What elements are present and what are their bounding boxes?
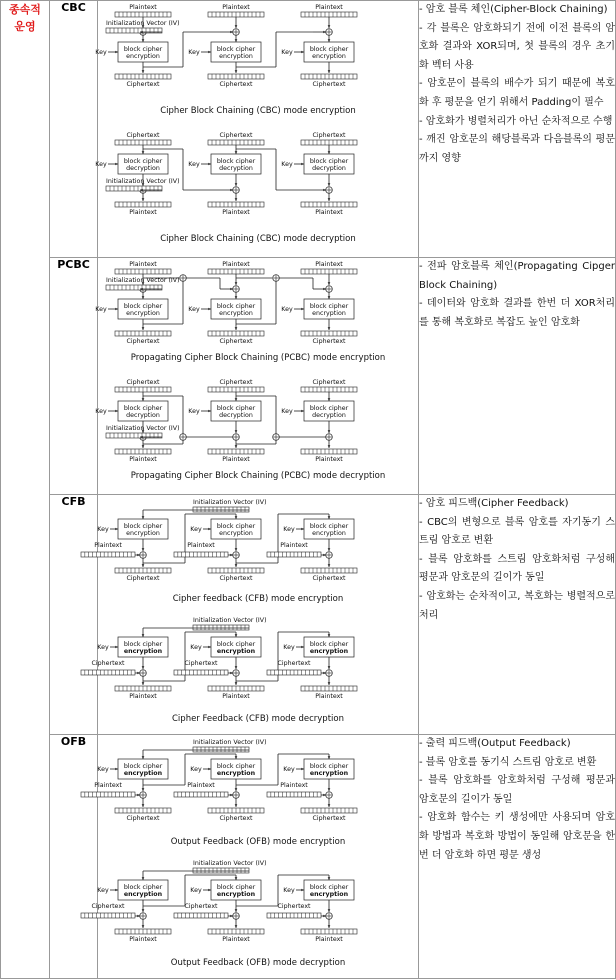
- diagram-caption: Output Feedback (OFB) mode encryption: [170, 837, 346, 847]
- desc-cfb: [419, 495, 616, 735]
- cipher-box-label-1: block cipher: [123, 523, 163, 530]
- cipher-box-label-1: block cipher: [309, 523, 349, 530]
- diagram-cfb: [91, 495, 419, 735]
- top-label: Ciphertext: [126, 132, 160, 139]
- arrow-head: [235, 909, 238, 912]
- key-label: Key: [188, 408, 200, 415]
- mode-cbc: [50, 1, 98, 258]
- arrow-head: [301, 51, 304, 54]
- arrow-head: [235, 183, 238, 186]
- key-label: Key: [97, 644, 109, 651]
- cipher-box-label-1: block cipher: [123, 763, 163, 770]
- arrow-head: [328, 909, 331, 912]
- row-cbc: [1, 1, 616, 258]
- top-label: Plaintext: [315, 261, 343, 268]
- desc-cbc: [419, 1, 616, 258]
- output-label: Plaintext: [129, 936, 157, 943]
- arrow-head: [235, 445, 238, 448]
- cipher-box-label-1: block cipher: [123, 303, 163, 310]
- bottom-label: Ciphertext: [312, 81, 346, 88]
- cipher-box-label-2: decryption: [126, 165, 160, 172]
- mode-label: CFB: [61, 495, 86, 508]
- diagram-caption: Propagating Cipher Block Chaining (PCBC) mode encryption: [130, 353, 386, 363]
- arrow-head: [235, 925, 238, 928]
- mode-label: OFB: [60, 735, 87, 748]
- cipher-box-label-1: block cipher: [309, 405, 349, 412]
- cipher-box-label-2: encryption: [312, 53, 346, 60]
- cipher-box-label-2: encryption: [123, 648, 163, 655]
- cipher-box-label-2: encryption: [216, 648, 256, 655]
- cipher-box-label-1: block cipher: [216, 46, 256, 53]
- input-label: Ciphertext: [184, 660, 218, 667]
- arrow-head: [208, 308, 211, 311]
- arrow-head: [328, 296, 331, 299]
- arrow-head: [328, 516, 331, 519]
- output-label: Ciphertext: [219, 815, 253, 822]
- cipher-box-label-2: decryption: [126, 412, 160, 419]
- mode-ofb: [50, 735, 98, 979]
- arrow-head: [142, 682, 145, 685]
- iv-label: Initialization Vector (IV): [193, 860, 267, 867]
- key-label: Key: [95, 306, 107, 313]
- key-label: Key: [188, 306, 200, 313]
- input-label: Plaintext: [187, 782, 215, 789]
- key-label: Key: [97, 526, 109, 533]
- desc-item: - 암호화가 병렬처리가 아닌 순차적으로 수행: [419, 115, 613, 127]
- arrow-head: [235, 282, 238, 285]
- arrow-head: [328, 327, 331, 330]
- arrow-head: [328, 39, 331, 42]
- iv-label: Initialization Vector (IV): [193, 499, 267, 506]
- bottom-label: Ciphertext: [126, 81, 160, 88]
- desc-item: - CBC의 변형으로 블록 암호를 자기동기 스트림 암호로 변환: [419, 516, 615, 547]
- cipher-box-label-2: encryption: [216, 770, 256, 777]
- arrow-head: [208, 646, 211, 649]
- diagram-caption: Cipher feedback (CFB) mode encryption: [172, 594, 344, 604]
- desc-item: - 출력 피드백(Output Feedback): [419, 738, 571, 749]
- arrow-head: [328, 70, 331, 73]
- category-label: 종속적 운영: [9, 3, 41, 33]
- top-label: Ciphertext: [312, 379, 346, 386]
- arrow-head: [301, 889, 304, 892]
- desc-item: - 암호 블록 체인(Cipher-Block Chaining): [419, 4, 608, 15]
- key-label: Key: [283, 526, 295, 533]
- cipher-box-label-1: block cipher: [216, 303, 256, 310]
- arrow-head: [301, 308, 304, 311]
- arrow-head: [235, 634, 238, 637]
- output-label: Plaintext: [129, 693, 157, 700]
- key-label: Key: [190, 887, 202, 894]
- bottom-label: Plaintext: [222, 456, 250, 463]
- key-label: Key: [190, 526, 202, 533]
- output-label: Ciphertext: [312, 815, 346, 822]
- arrow-head: [328, 282, 331, 285]
- output-label: Plaintext: [222, 693, 250, 700]
- key-label: Key: [190, 766, 202, 773]
- iv-label: Initialization Vector (IV): [193, 739, 267, 746]
- input-label: Ciphertext: [277, 903, 311, 910]
- mode-label: CBC: [61, 1, 86, 14]
- mode-cfb: [50, 495, 98, 735]
- cipher-box-label-2: encryption: [309, 648, 349, 655]
- arrow-head: [301, 646, 304, 649]
- input-label: Plaintext: [94, 782, 122, 789]
- bottom-label: Ciphertext: [219, 81, 253, 88]
- input-label: Plaintext: [187, 542, 215, 549]
- arrow-head: [328, 445, 331, 448]
- arrow-head: [328, 804, 331, 807]
- iv-label: Initialization Vector (IV): [106, 178, 180, 185]
- diagram-caption: Output Feedback (OFB) mode decryption: [170, 958, 346, 968]
- key-label: Key: [95, 49, 107, 56]
- arrow-head: [328, 198, 331, 201]
- arrow-head: [235, 682, 238, 685]
- arrow-head: [328, 430, 331, 433]
- arrow-head: [208, 410, 211, 413]
- key-label: Key: [283, 887, 295, 894]
- arrow-head: [328, 925, 331, 928]
- diagram-caption: Cipher Feedback (CFB) mode decryption: [172, 714, 344, 724]
- arrow-head: [142, 516, 145, 519]
- arrow-head: [235, 198, 238, 201]
- key-label: Key: [281, 408, 293, 415]
- arrow-head: [115, 889, 118, 892]
- cipher-box-label-2: encryption: [126, 530, 160, 537]
- cipher-box-label-2: encryption: [126, 53, 160, 60]
- arrow-head: [328, 756, 331, 759]
- desc-item: - 암호문이 블록의 배수가 되기 때문에 복호화 후 평문을 얻기 위해서 Padding이 필수: [419, 78, 615, 108]
- arrow-head: [142, 877, 145, 880]
- desc-item: - 암호 피드백(Cipher Feedback): [419, 498, 569, 509]
- arrow-head: [115, 308, 118, 311]
- top-label: Plaintext: [315, 4, 343, 11]
- arrow-head: [142, 445, 145, 448]
- cipher-box-label-2: encryption: [216, 891, 256, 898]
- desc-item: - 암호화는 순차적이고, 복호화는 병렬적으로 처리: [419, 590, 615, 621]
- output-label: Ciphertext: [126, 815, 160, 822]
- cfb-decryption-diagram: [91, 613, 418, 733]
- desc-item: - 전파 암호블록 체인(Propagating Cipger Block Chaining): [419, 261, 615, 291]
- cipher-box-label-2: encryption: [309, 891, 349, 898]
- cipher-box-label-2: encryption: [123, 770, 163, 777]
- cipher-box-label-1: block cipher: [309, 46, 349, 53]
- cipher-box-label-2: encryption: [126, 310, 160, 317]
- desc-item: - 깨진 암호문의 해당블록과 다음블록의 평문까지 영향: [419, 134, 615, 164]
- arrow-head: [208, 889, 211, 892]
- arrow-head: [115, 528, 118, 531]
- cipher-box-label-1: block cipher: [309, 158, 349, 165]
- output-label: Plaintext: [315, 693, 343, 700]
- arrow-head: [235, 327, 238, 330]
- cipher-box-label-2: encryption: [312, 310, 346, 317]
- arrow-head: [235, 25, 238, 28]
- arrow-head: [235, 70, 238, 73]
- bottom-label: Plaintext: [129, 209, 157, 216]
- category-cell: [1, 1, 50, 979]
- cipher-box-label-1: block cipher: [216, 641, 256, 648]
- arrow-head: [328, 398, 331, 401]
- arrow-head: [142, 564, 145, 567]
- arrow-head: [235, 877, 238, 880]
- input-label: Plaintext: [94, 542, 122, 549]
- diagram-ofb: [91, 735, 419, 979]
- bottom-label: Plaintext: [129, 456, 157, 463]
- pcbc-encryption-diagram: [95, 258, 418, 376]
- desc-item: - 데이터와 암호화 결과를 한번 더 XOR처리를 통해 복호화로 복잡도 높인 암호화: [419, 298, 615, 328]
- arrow-head: [142, 909, 145, 912]
- diagram-cbc: [95, 1, 419, 258]
- row-cfb: [1, 495, 616, 735]
- arrow-head: [142, 666, 145, 669]
- arrow-head: [235, 296, 238, 299]
- arrow-head: [301, 410, 304, 413]
- cipher-box-label-1: block cipher: [123, 641, 163, 648]
- arrow-head: [142, 39, 145, 42]
- top-label: Plaintext: [129, 261, 157, 268]
- output-label: Ciphertext: [312, 575, 346, 582]
- diagram-caption: Cipher Block Chaining (CBC) mode encryption: [160, 106, 356, 116]
- key-label: Key: [190, 644, 202, 651]
- arrow-head: [235, 756, 238, 759]
- cipher-box-label-2: encryption: [219, 310, 253, 317]
- arrow-head: [208, 768, 211, 771]
- arrow-head: [115, 768, 118, 771]
- cipher-box-label-2: encryption: [123, 891, 163, 898]
- ofb-decryption-diagram: [91, 856, 418, 977]
- arrow-head: [142, 756, 145, 759]
- diagram-caption: Propagating Cipher Block Chaining (PCBC) mode decryption: [130, 471, 386, 481]
- key-label: Key: [97, 766, 109, 773]
- iv-label: Initialization Vector (IV): [106, 425, 180, 432]
- key-label: Key: [281, 49, 293, 56]
- desc-item: - 블록 암호화를 암호화처럼 구성해 평문과 암호문의 길이가 동일: [419, 775, 615, 805]
- input-label: Ciphertext: [184, 903, 218, 910]
- diagram-pcbc: [95, 258, 419, 495]
- arrow-head: [208, 51, 211, 54]
- key-label: Key: [283, 644, 295, 651]
- desc-item: - 블록 암호를 동기식 스트림 암호로 변환: [419, 756, 597, 768]
- cipher-box-label-2: decryption: [312, 165, 346, 172]
- arrow-head: [142, 151, 145, 154]
- arrow-head: [142, 198, 145, 201]
- arrow-head: [142, 327, 145, 330]
- cipher-box-label-2: encryption: [219, 530, 253, 537]
- arrow-head: [328, 682, 331, 685]
- row-ofb: [1, 735, 616, 979]
- bottom-label: Plaintext: [315, 209, 343, 216]
- cipher-box-label-1: block cipher: [123, 158, 163, 165]
- arrow-head: [328, 877, 331, 880]
- output-label: Plaintext: [222, 936, 250, 943]
- cbc-encryption-diagram: [95, 1, 418, 129]
- key-label: Key: [97, 887, 109, 894]
- arrow-head: [142, 634, 145, 637]
- key-label: Key: [281, 306, 293, 313]
- arrow-head: [142, 804, 145, 807]
- key-label: Key: [188, 161, 200, 168]
- arrow-head: [235, 548, 238, 551]
- top-label: Plaintext: [222, 261, 250, 268]
- top-label: Ciphertext: [126, 379, 160, 386]
- arrow-head: [115, 646, 118, 649]
- desc-item: - 블록 암호화를 스트림 암호화처럼 구성해 평문과 암호문의 길이가 동일: [419, 553, 615, 584]
- top-label: Ciphertext: [219, 132, 253, 139]
- input-label: Ciphertext: [91, 903, 125, 910]
- arrow-head: [301, 163, 304, 166]
- iv-label: Initialization Vector (IV): [193, 617, 267, 624]
- arrow-head: [235, 564, 238, 567]
- arrow-head: [235, 666, 238, 669]
- desc-ofb: [419, 735, 616, 979]
- cfb-encryption-diagram: [94, 495, 418, 613]
- top-label: Plaintext: [222, 4, 250, 11]
- arrow-head: [208, 163, 211, 166]
- cipher-box-label-1: block cipher: [309, 884, 349, 891]
- arrow-head: [115, 410, 118, 413]
- arrow-head: [301, 768, 304, 771]
- cipher-box-label-1: block cipher: [216, 405, 256, 412]
- arrow-head: [208, 528, 211, 531]
- arrow-head: [301, 528, 304, 531]
- arrow-head: [115, 51, 118, 54]
- output-label: Plaintext: [315, 936, 343, 943]
- input-label: Plaintext: [280, 782, 308, 789]
- arrow-head: [142, 296, 145, 299]
- pcbc-decryption-diagram: [95, 376, 418, 494]
- cipher-box-label-2: decryption: [219, 412, 253, 419]
- mode-label: PCBC: [57, 258, 90, 271]
- cipher-box-label-1: block cipher: [309, 303, 349, 310]
- desc-item: - 각 블록은 암호화되기 전에 이전 블록의 암호화 결과와 XOR되며, 첫 블록의 경우 초기화 벡터 사용: [419, 22, 615, 71]
- arrow-head: [142, 70, 145, 73]
- top-label: Ciphertext: [312, 132, 346, 139]
- arrow-head: [235, 39, 238, 42]
- cipher-box-label-1: block cipher: [123, 46, 163, 53]
- bottom-label: Plaintext: [315, 456, 343, 463]
- cipher-box-label-1: block cipher: [216, 763, 256, 770]
- input-label: Ciphertext: [91, 660, 125, 667]
- arrow-head: [115, 163, 118, 166]
- arrow-head: [142, 925, 145, 928]
- arrow-head: [328, 151, 331, 154]
- cipher-box-label-1: block cipher: [216, 523, 256, 530]
- cipher-box-label-2: encryption: [309, 770, 349, 777]
- arrow-head: [142, 788, 145, 791]
- arrow-head: [328, 183, 331, 186]
- top-label: Ciphertext: [219, 379, 253, 386]
- key-label: Key: [95, 408, 107, 415]
- key-label: Key: [281, 161, 293, 168]
- output-label: Ciphertext: [219, 575, 253, 582]
- input-label: Ciphertext: [277, 660, 311, 667]
- cipher-box-label-1: block cipher: [216, 884, 256, 891]
- cbc-decryption-diagram: [95, 129, 418, 257]
- key-label: Key: [95, 161, 107, 168]
- desc-item: - 암호화 함수는 키 생성에만 사용되며 암호화 방법과 복호화 방법이 동일해 암호문을 한번 더 암호화 하면 평문 생성: [419, 812, 615, 861]
- arrow-head: [235, 398, 238, 401]
- arrow-head: [328, 666, 331, 669]
- bottom-label: Ciphertext: [219, 338, 253, 345]
- cipher-box-label-2: encryption: [312, 530, 346, 537]
- arrow-head: [235, 788, 238, 791]
- output-label: Ciphertext: [126, 575, 160, 582]
- diagram-caption: Cipher Block Chaining (CBC) mode decryption: [160, 234, 356, 244]
- iv-label: Initialization Vector (IV): [106, 277, 180, 284]
- cipher-box-label-2: encryption: [219, 53, 253, 60]
- bottom-label: Plaintext: [222, 209, 250, 216]
- cipher-box-label-1: block cipher: [309, 763, 349, 770]
- top-label: Plaintext: [129, 4, 157, 11]
- arrow-head: [142, 548, 145, 551]
- input-label: Plaintext: [280, 542, 308, 549]
- bottom-label: Ciphertext: [126, 338, 160, 345]
- cipher-box-label-1: block cipher: [216, 158, 256, 165]
- iv-label: Initialization Vector (IV): [106, 20, 180, 27]
- arrow-head: [235, 151, 238, 154]
- row-pcbc: [1, 258, 616, 495]
- arrow-head: [328, 634, 331, 637]
- mode-pcbc: [50, 258, 98, 495]
- cipher-box-label-1: block cipher: [309, 641, 349, 648]
- bottom-label: Ciphertext: [312, 338, 346, 345]
- arrow-head: [328, 564, 331, 567]
- key-label: Key: [283, 766, 295, 773]
- arrow-head: [328, 788, 331, 791]
- arrow-head: [235, 516, 238, 519]
- ofb-encryption-diagram: [94, 735, 418, 856]
- arrow-head: [142, 398, 145, 401]
- arrow-head: [235, 430, 238, 433]
- cipher-box-label-1: block cipher: [123, 884, 163, 891]
- cipher-box-label-1: block cipher: [123, 405, 163, 412]
- desc-pcbc: [419, 258, 616, 495]
- cipher-box-label-2: decryption: [219, 165, 253, 172]
- key-label: Key: [188, 49, 200, 56]
- cipher-box-label-2: decryption: [312, 412, 346, 419]
- arrow-head: [235, 804, 238, 807]
- arrow-head: [328, 25, 331, 28]
- arrow-head: [328, 548, 331, 551]
